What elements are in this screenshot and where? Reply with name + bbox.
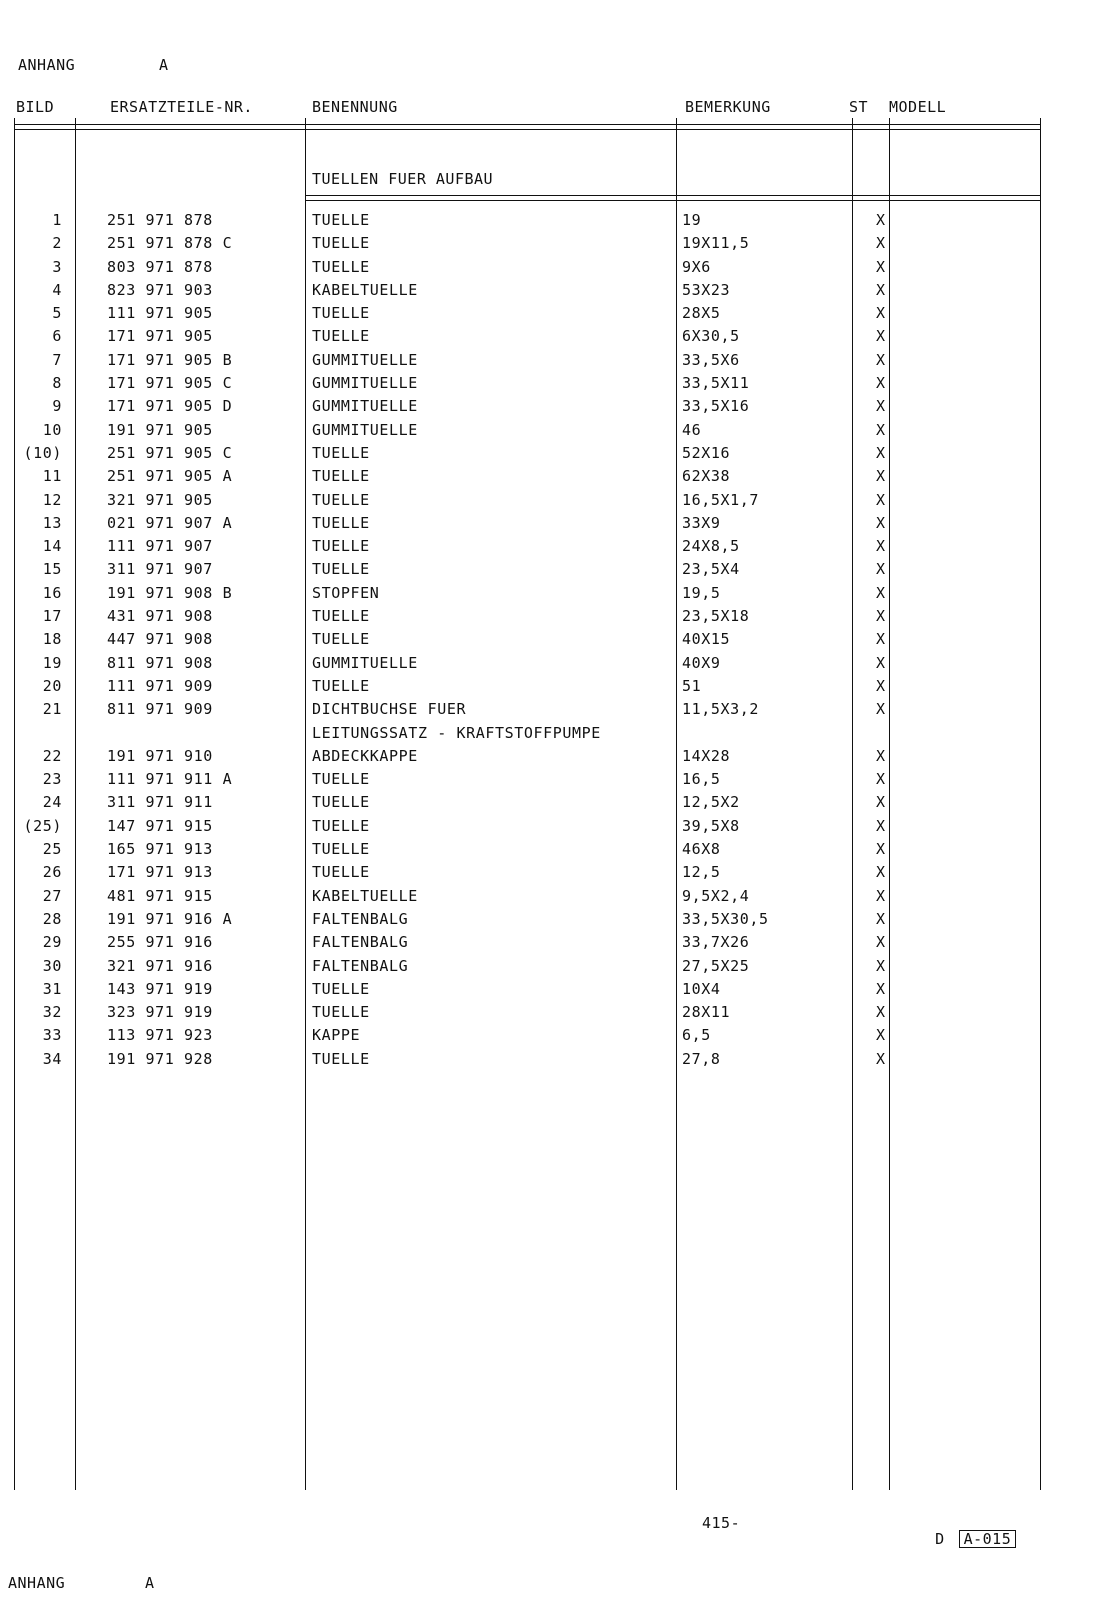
row-bild: 28 <box>42 909 62 928</box>
row-benennung: TUELLE <box>312 257 370 276</box>
row-benennung: TUELLE <box>312 304 370 323</box>
row-part-number: 251 971 878 <box>107 211 213 229</box>
table-row <box>0 933 1108 956</box>
row-bemerkung: 23,5X18 <box>682 607 750 626</box>
row-bild: (10) <box>23 443 62 462</box>
row-part-number: 191 971 928 <box>107 1049 213 1068</box>
table-row <box>0 1026 1108 1049</box>
row-st: X <box>876 211 886 229</box>
table-row <box>0 374 1108 397</box>
bottom-anhang-label: ANHANG <box>8 1574 66 1592</box>
row-bild: 18 <box>42 630 62 649</box>
row-st: X <box>876 607 886 626</box>
row-st: X <box>876 280 886 299</box>
section-title: TUELLEN FUER AUFBAU <box>312 170 494 188</box>
row-bild: 4 <box>52 280 62 299</box>
row-bild: 33 <box>42 1026 62 1045</box>
row-part-number: 165 971 913 <box>107 840 213 859</box>
row-benennung: TUELLE <box>312 1049 370 1068</box>
row-benennung: TUELLE <box>312 327 370 346</box>
row-benennung: FALTENBALG <box>312 909 409 928</box>
row-bild: 25 <box>42 840 62 859</box>
table-row <box>0 351 1108 374</box>
row-st: X <box>876 886 886 905</box>
row-part-number: 171 971 905 D <box>107 397 233 416</box>
row-part-number: 191 971 905 <box>107 420 213 439</box>
row-benennung: GUMMITUELLE <box>312 653 418 672</box>
col-header-benennung: BENENNUNG <box>312 98 398 116</box>
row-st: X <box>876 327 886 346</box>
row-benennung: TUELLE <box>312 513 370 532</box>
row-bemerkung: 16,5 <box>682 770 721 789</box>
row-benennung: GUMMITUELLE <box>312 397 418 416</box>
row-st: X <box>876 979 886 998</box>
row-st: X <box>876 1026 886 1045</box>
row-bemerkung: 19 <box>682 211 702 229</box>
row-bild: 12 <box>42 490 62 509</box>
col-header-bemerkung: BEMERKUNG <box>685 98 771 116</box>
row-bemerkung: 12,5X2 <box>682 793 740 812</box>
table-row <box>0 444 1108 467</box>
row-part-number: 191 971 916 A <box>107 909 233 928</box>
table-row <box>0 887 1108 910</box>
table-row <box>0 817 1108 840</box>
row-bemerkung: 23,5X4 <box>682 560 740 579</box>
row-part-number: 171 971 913 <box>107 863 213 882</box>
row-bild: 24 <box>42 793 62 812</box>
row-part-number: 021 971 907 A <box>107 513 233 532</box>
row-part-number: 811 971 908 <box>107 653 213 672</box>
row-bild: 32 <box>42 1003 62 1022</box>
table-row <box>0 840 1108 863</box>
row-bild: 26 <box>42 863 62 882</box>
row-bild: 27 <box>42 886 62 905</box>
table-row <box>0 700 1108 723</box>
table-row <box>0 421 1108 444</box>
row-bemerkung: 19,5 <box>682 583 721 602</box>
row-bild: 9 <box>52 397 62 416</box>
row-benennung: KABELTUELLE <box>312 280 418 299</box>
row-bemerkung: 9,5X2,4 <box>682 886 750 905</box>
table-row <box>0 863 1108 886</box>
row-st: X <box>876 840 886 859</box>
row-benennung: TUELLE <box>312 979 370 998</box>
row-part-number: 111 971 911 A <box>107 770 233 789</box>
row-part-number: 431 971 908 <box>107 607 213 626</box>
row-bemerkung: 28X11 <box>682 1003 731 1022</box>
table-row <box>0 514 1108 537</box>
row-st: X <box>876 350 886 369</box>
language-code: D <box>935 1530 945 1548</box>
table-row <box>0 910 1108 933</box>
table-row <box>0 1050 1108 1073</box>
row-part-number: 113 971 923 <box>107 1026 213 1045</box>
row-bild: 30 <box>42 956 62 975</box>
row-st: X <box>876 420 886 439</box>
row-bild: 34 <box>42 1049 62 1068</box>
row-bild: (25) <box>23 816 62 835</box>
row-benennung: TUELLE <box>312 1003 370 1022</box>
row-part-number: 171 971 905 B <box>107 350 233 369</box>
row-st: X <box>876 304 886 323</box>
row-benennung: GUMMITUELLE <box>312 374 418 393</box>
row-benennung: TUELLE <box>312 630 370 649</box>
row-st: X <box>876 513 886 532</box>
row-benennung: TUELLE <box>312 537 370 556</box>
table-row <box>0 584 1108 607</box>
row-benennung: ABDECKKAPPE <box>312 746 418 765</box>
row-benennung: FALTENBALG <box>312 956 409 975</box>
table-row <box>0 770 1108 793</box>
section-double-rule <box>305 195 1040 201</box>
row-bemerkung: 33,5X6 <box>682 350 740 369</box>
row-bemerkung: 40X9 <box>682 653 721 672</box>
row-bemerkung: 33,5X11 <box>682 374 750 393</box>
page-code-group <box>916 1512 1016 1548</box>
row-st: X <box>876 863 886 882</box>
row-bild: 31 <box>42 979 62 998</box>
row-bemerkung: 33X9 <box>682 513 721 532</box>
row-part-number: 803 971 878 <box>107 257 213 276</box>
row-bemerkung: 46 <box>682 420 702 439</box>
row-part-number: 823 971 903 <box>107 280 213 299</box>
table-row <box>0 654 1108 677</box>
row-st: X <box>876 234 886 253</box>
row-st: X <box>876 770 886 789</box>
row-bemerkung: 27,8 <box>682 1049 721 1068</box>
row-bemerkung: 16,5X1,7 <box>682 490 760 509</box>
anhang-value: A <box>159 56 169 74</box>
row-bild: 7 <box>52 350 62 369</box>
row-benennung: GUMMITUELLE <box>312 350 418 369</box>
row-bemerkung: 14X28 <box>682 746 731 765</box>
table-row <box>0 467 1108 490</box>
row-part-number: 255 971 916 <box>107 933 213 952</box>
table-row <box>0 1003 1108 1026</box>
row-benennung: TUELLE <box>312 840 370 859</box>
row-part-number: 447 971 908 <box>107 630 213 649</box>
row-st: X <box>876 630 886 649</box>
row-part-number: 171 971 905 <box>107 327 213 346</box>
row-bild: 10 <box>42 420 62 439</box>
row-bemerkung: 6X30,5 <box>682 327 740 346</box>
row-benennung: KAPPE <box>312 1026 361 1045</box>
row-bemerkung: 28X5 <box>682 304 721 323</box>
table-row <box>0 397 1108 420</box>
row-part-number: 251 971 905 A <box>107 467 233 486</box>
row-part-number: 481 971 915 <box>107 886 213 905</box>
row-st: X <box>876 816 886 835</box>
table-row <box>0 304 1108 327</box>
row-part-number: 143 971 919 <box>107 979 213 998</box>
page-code-badge: A-015 <box>959 1530 1017 1548</box>
table-row <box>0 258 1108 281</box>
row-st: X <box>876 374 886 393</box>
row-benennung: FALTENBALG <box>312 933 409 952</box>
row-bild: 13 <box>42 513 62 532</box>
row-bemerkung: 39,5X8 <box>682 816 740 835</box>
row-st: X <box>876 746 886 765</box>
table-row <box>0 327 1108 350</box>
table-row <box>0 607 1108 630</box>
row-benennung: TUELLE <box>312 443 370 462</box>
row-st: X <box>876 490 886 509</box>
row-part-number: 111 971 907 <box>107 537 213 556</box>
table-row <box>0 281 1108 304</box>
row-st: X <box>876 676 886 695</box>
row-st: X <box>876 909 886 928</box>
row-bild: 22 <box>42 746 62 765</box>
row-st: X <box>876 700 886 719</box>
row-bild: 23 <box>42 770 62 789</box>
row-bemerkung: 12,5 <box>682 863 721 882</box>
row-bild: 21 <box>42 700 62 719</box>
row-benennung: TUELLE <box>312 676 370 695</box>
row-st: X <box>876 653 886 672</box>
row-benennung: TUELLE <box>312 490 370 509</box>
row-part-number: 321 971 905 <box>107 490 213 509</box>
row-benennung: GUMMITUELLE <box>312 420 418 439</box>
row-st: X <box>876 467 886 486</box>
row-st: X <box>876 933 886 952</box>
anhang-label: ANHANG <box>18 56 76 74</box>
table-row <box>0 630 1108 653</box>
row-benennung: TUELLE <box>312 770 370 789</box>
row-bild: 19 <box>42 653 62 672</box>
row-benennung: TUELLE <box>312 793 370 812</box>
row-part-number: 147 971 915 <box>107 816 213 835</box>
row-bemerkung: 9X6 <box>682 257 711 276</box>
parts-table <box>0 211 1108 1073</box>
row-benennung: TUELLE <box>312 234 370 253</box>
row-benennung: DICHTBUCHSE FUER <box>312 700 467 719</box>
table-row <box>0 537 1108 560</box>
bottom-anhang-value: A <box>145 1574 155 1592</box>
row-part-number: 321 971 916 <box>107 956 213 975</box>
row-bemerkung: 27,5X25 <box>682 956 750 975</box>
row-benennung: TUELLE <box>312 467 370 486</box>
table-row <box>0 957 1108 980</box>
row-bild: 5 <box>52 304 62 323</box>
col-header-st: ST <box>849 98 869 116</box>
row-bild: 1 <box>52 211 62 229</box>
table-row <box>0 747 1108 770</box>
row-bild: 20 <box>42 676 62 695</box>
row-part-number: 111 971 909 <box>107 676 213 695</box>
col-header-modell: MODELL <box>889 98 947 116</box>
table-row <box>0 677 1108 700</box>
row-bemerkung: 53X23 <box>682 280 731 299</box>
row-bild: 11 <box>42 467 62 486</box>
table-row <box>0 491 1108 514</box>
page-number: 415- <box>702 1514 741 1532</box>
table-row <box>0 980 1108 1003</box>
row-benennung: TUELLE <box>312 560 370 579</box>
table-row <box>0 560 1108 583</box>
row-part-number: 811 971 909 <box>107 700 213 719</box>
col-header-bild: BILD <box>16 98 55 116</box>
row-bild: 29 <box>42 933 62 952</box>
row-benennung: STOPFEN <box>312 583 380 602</box>
row-bemerkung: 6,5 <box>682 1026 711 1045</box>
row-bemerkung: 33,7X26 <box>682 933 750 952</box>
row-part-number: 111 971 905 <box>107 304 213 323</box>
row-part-number: 191 971 910 <box>107 746 213 765</box>
row-st: X <box>876 537 886 556</box>
row-st: X <box>876 793 886 812</box>
table-row <box>0 234 1108 257</box>
row-bild: 14 <box>42 537 62 556</box>
row-benennung: TUELLE <box>312 816 370 835</box>
row-part-number: 191 971 908 B <box>107 583 233 602</box>
row-st: X <box>876 397 886 416</box>
row-bemerkung: 11,5X3,2 <box>682 700 760 719</box>
row-bemerkung: 19X11,5 <box>682 234 750 253</box>
row-part-number: 251 971 905 C <box>107 443 233 462</box>
row-st: X <box>876 257 886 276</box>
table-row <box>0 211 1108 234</box>
row-bild: 3 <box>52 257 62 276</box>
row-st: X <box>876 443 886 462</box>
row-bemerkung: 24X8,5 <box>682 537 740 556</box>
row-bild: 8 <box>52 374 62 393</box>
row-bild: 15 <box>42 560 62 579</box>
row-part-number: 323 971 919 <box>107 1003 213 1022</box>
row-st: X <box>876 956 886 975</box>
row-benennung: KABELTUELLE <box>312 886 418 905</box>
row-st: X <box>876 560 886 579</box>
row-bemerkung: 33,5X30,5 <box>682 909 769 928</box>
row-bemerkung: 51 <box>682 676 702 695</box>
row-bemerkung: 62X38 <box>682 467 731 486</box>
table-row <box>0 724 1108 747</box>
row-bild: 17 <box>42 607 62 626</box>
row-benennung: TUELLE <box>312 211 370 229</box>
row-bild: 6 <box>52 327 62 346</box>
row-part-number: 311 971 907 <box>107 560 213 579</box>
row-bemerkung: 40X15 <box>682 630 731 649</box>
table-row <box>0 793 1108 816</box>
row-st: X <box>876 583 886 602</box>
col-header-ersatzteile-nr: ERSATZTEILE-NR. <box>110 98 253 116</box>
row-benennung: TUELLE <box>312 863 370 882</box>
row-bemerkung: 46X8 <box>682 840 721 859</box>
row-bemerkung: 33,5X16 <box>682 397 750 416</box>
row-st: X <box>876 1049 886 1068</box>
row-benennung: TUELLE <box>312 607 370 626</box>
row-part-number: 251 971 878 C <box>107 234 233 253</box>
row-bild: 16 <box>42 583 62 602</box>
row-benennung: LEITUNGSSATZ - KRAFTSTOFFPUMPE <box>312 723 601 742</box>
row-part-number: 311 971 911 <box>107 793 213 812</box>
row-bild: 2 <box>52 234 62 253</box>
header-double-rule <box>14 124 1040 130</box>
row-st: X <box>876 1003 886 1022</box>
row-bemerkung: 52X16 <box>682 443 731 462</box>
row-bemerkung: 10X4 <box>682 979 721 998</box>
row-part-number: 171 971 905 C <box>107 374 233 393</box>
